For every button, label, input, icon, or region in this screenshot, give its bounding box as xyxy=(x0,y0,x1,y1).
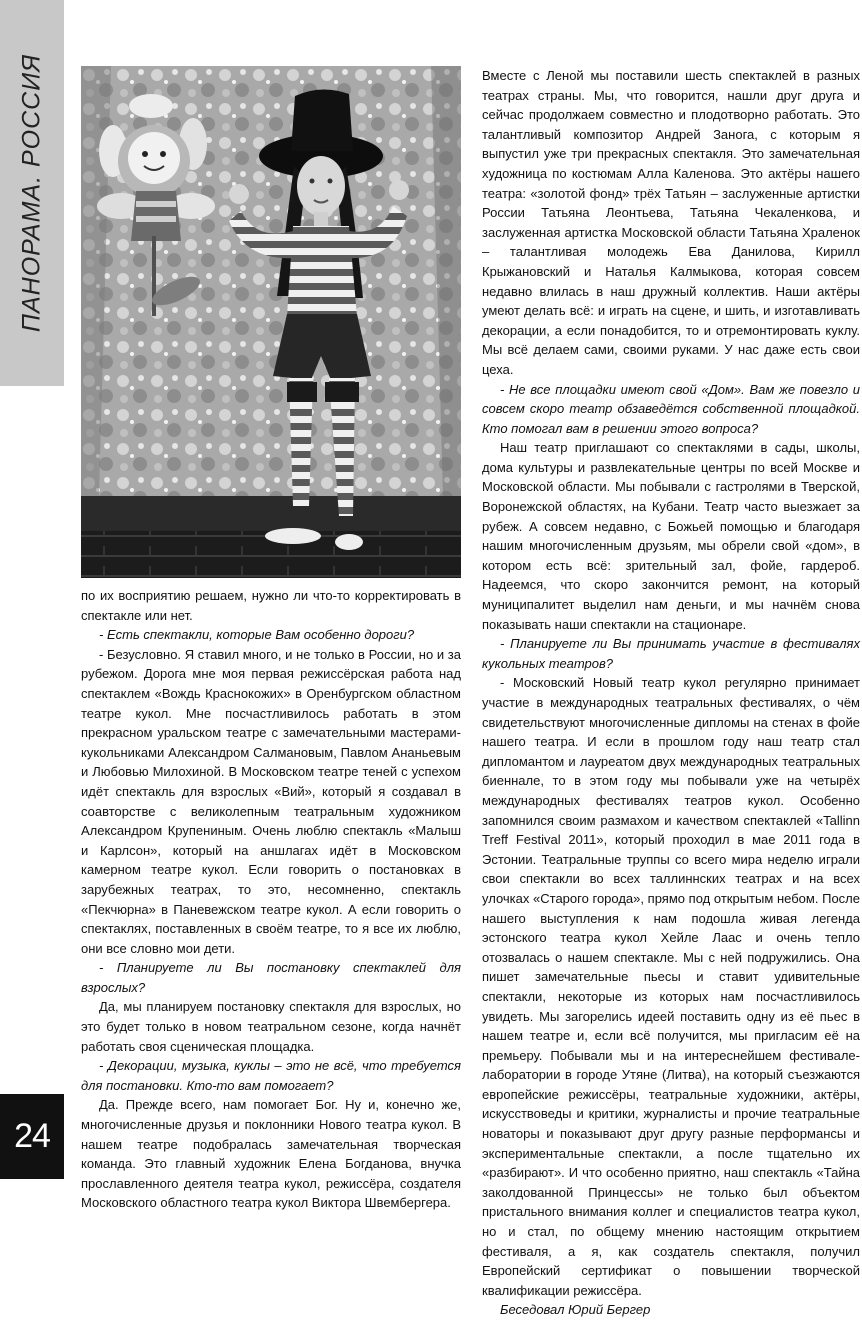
article-paragraph: Да, мы планируем постановку спектакля для взрослых, но это будет только в новом театральном сезоне, когда начнёт работать своя сценическая площадка. xyxy=(81,999,461,1054)
article-paragraph: по их восприятию решаем, нужно ли что-то корректировать в спектакле или нет. xyxy=(81,588,461,623)
interview-question: - Планируете ли Вы постановку спектаклей для взрослых? xyxy=(81,960,461,995)
page-number: 24 xyxy=(0,1094,64,1179)
article-paragraph: - Московский Новый театр кукол регулярно принимает участие в международных театральных фестивалях, о чём свидетельствуют многочисленные дипломы на стенах в фойе нашего театра. И если в прошлом году наш театр стал дипломантом и лауреатом двух международных театральных биеннале, то в этом году мы побывали уже на четырёх международных фестивалях театров кукол. Особенно запомнился своим размахом и качеством спектаклей «Tallinn Treff Festival 2011», который проходил в мае 2011 года в Эстонии. Театральные труппы со всего мира неделю играли свои спектакли во всех таллиннских театрах и на всех улочках «Старого города», прямо под открытым небом. После нашего выступления к нам подошла живая легенда эстонского театра кукол Хейле Лаас и очень тепло отозвалась о нашем спектакле. Мы с ней подружились. Она пишет замечательные пьесы и ставит удивительные спектакли, некоторые из которых нам посчастливилось увидеть. Мы загорелись идеей поставить одну из её пьес в нашем театре и, если всё получится, мы пригласим её на премьеру. Побывали мы и на интереснейшем фестивале-лаборатории в городе Утяне (Литва), на который съезжаются европейские режиссёры, театральные художники, актёры, искусствоведы и критики, журналисты и прочие театральные новаторы и показывают друг другу разные перформансы и экспериментальные спектакли, а после тщательно их «разбирают». И что особенно приятно, наш спектакль «Тайна заколдованной Принцессы» не только был объектом пристального внимания коллег и специалистов театра кукол, но и стал, по общему мнению настоящим открытием фестиваля, а я, как создатель спектакля, получил Европейский сертификат о повышении творческой квалификации режиссёра. xyxy=(482,675,860,1298)
interview-question: - Не все площадки имеют свой «Дом». Вам же повезло и совсем скоро театр обзаведётся собственной площадкой. Кто помогал вам в решении этого вопроса? xyxy=(482,381,860,436)
article-paragraph: - Безусловно. Я ставил много, и не только в России, но и за рубежом. Дорога мне моя первая режиссёрская работа над спектаклем «Вождь Краснокожих» в Оренбургском областном театре кукол. Мне посчастливилось работать в этом прекрасном уральском театре с замечательными мастерами-кукольниками Александром Салмановым, Павлом Ананьевым и Любовью Милохиной. В Московском театре теней с успехом идёт спектакль для взрослых «Вий», который я создавал в соавторстве с великолепным театральным художником Александром Крупениным. Очень люблю спектакль «Малыш и Карлсон», который на аншлагах идёт в Московском камерном театре кукол. Если говорить о постановках в зарубежных театрах, то это, несомненно, спектакль «Пекчюрна» в Паневежском театре кукол. А если говорить о спектаклях, поставленных в своём театре, то я все их люблю, они все словно мои дети. xyxy=(81,646,461,956)
photo-performer-in-costume xyxy=(81,66,461,578)
article-column-right xyxy=(482,66,860,1320)
article-paragraph: Наш театр приглашают со спектаклями в сады, школы, дома культуры и развлекательные центры по всей Москве и Московской области. Мы побывали с гастролями в Тверской, Воронежской областях, на Кубани. Театр часто выезжает за рубеж. А совсем недавно, с Божьей помощью и благодаря нашим многочисленным друзьям, мы обрели свой «дом», в котором есть всё: зрительный зал, фойе, гардероб. Надеемся, что скоро закончится ремонт, на который муниципалитет выделил нам деньги, и мы начнём снова показывать наши спектакли на стационаре. xyxy=(482,440,860,632)
section-tab xyxy=(0,0,64,386)
article-paragraph: Вместе с Леной мы поставили шесть спектаклей в разных театрах страны. Мы, что говорится, нашли друг друга и сейчас продолжаем совместно и плодотворно работать. Это талантливый композитор Андрей Занога, с которым я выпустил уже три прекрасных спектакля. Это замечательная художница по костюмам Алла Каленова. Это актёры нашего театра: «золотой фонд» трёх Татьян – заслуженные артистки России Татьяна Леонтьева, Татьяна Чекаленкова, и заслуженная артистка Московской области Татьяна Храленок – талантливая молодежь Ева Данилова, Кирилл Крыжановский и Наталья Калмыкова, которая совсем недавно влилась в наш дружный коллектив. Наши актёры умеют делать всё: и играть на сцене, и шить, и изготавливать декорации, а если понадобится, то и отремонтировать куклу. Мы всё делаем сами, своими руками. У нас даже есть свои цеха. xyxy=(482,68,860,377)
interview-question: - Планируете ли Вы принимать участие в фестивалях кукольных театров? xyxy=(482,636,860,671)
article-paragraph: Да. Прежде всего, нам помогает Бог. Ну и, конечно же, многочисленные друзья и поклонники Нового театра кукол. В нашем театре подобралась замечательная творческая команда. Это главный художник Елена Богданова, внучка прославленного деятеля театра кукол, режиссёра, создателя Московского областного театра кукол Виктора Швембергера. xyxy=(81,1097,461,1211)
byline: Беседовал Юрий Бергер xyxy=(500,1302,651,1318)
interview-question: - Есть спектакли, которые Вам особенно дороги? xyxy=(99,627,415,643)
article-photo xyxy=(81,66,461,578)
article-column-left xyxy=(81,586,461,1213)
interview-question: - Декорации, музыка, куклы – это не всё, что требуется для постановки. Кто-то вам помогает? xyxy=(81,1058,461,1093)
section-tab-label: ПАНОРАМА. РОССИЯ xyxy=(17,53,46,333)
